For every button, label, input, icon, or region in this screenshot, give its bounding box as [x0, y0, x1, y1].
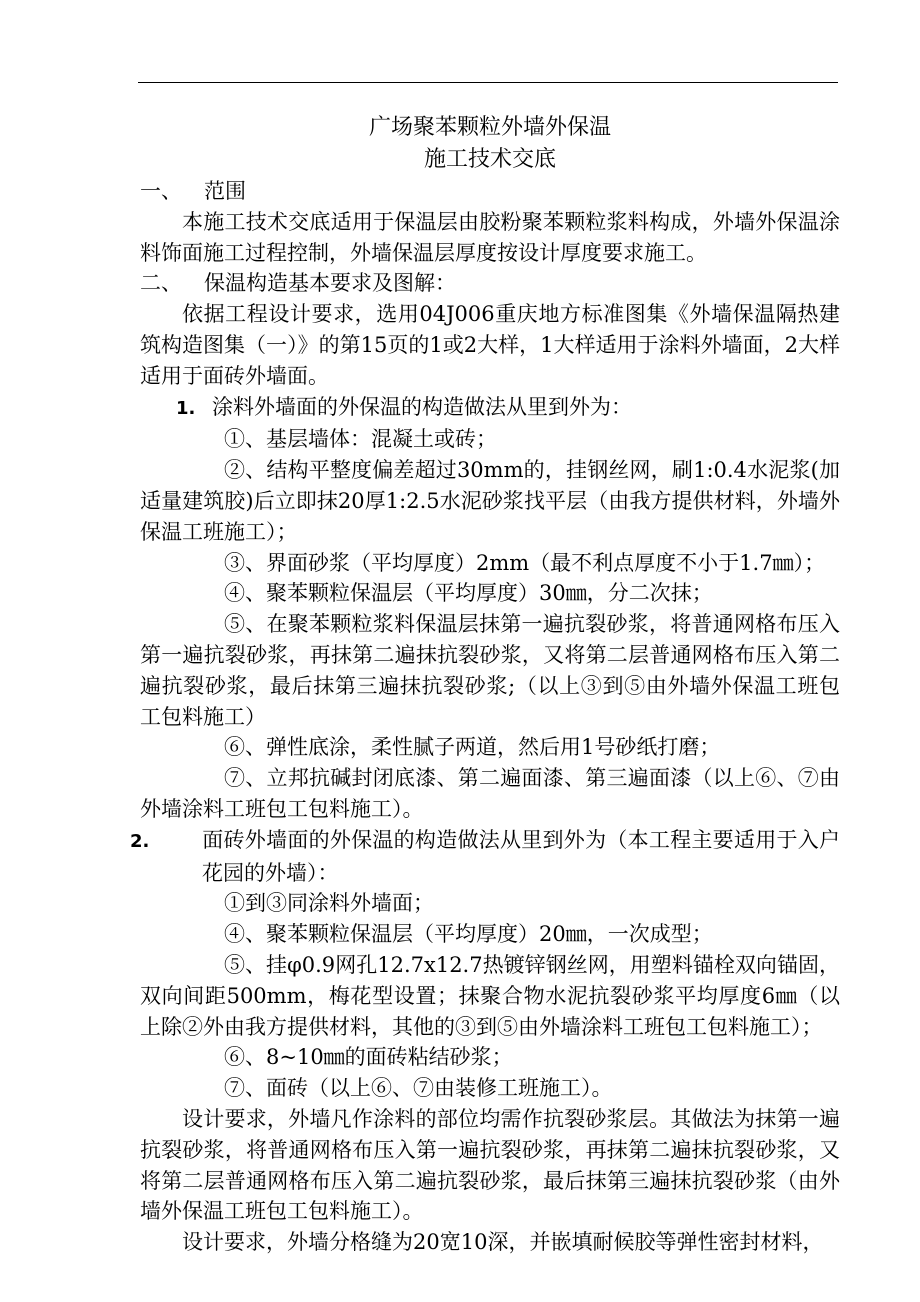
item-2-step: ⑦、面砖（以上⑥、⑦由装修工班施工）。	[224, 1076, 613, 1101]
document-body	[130, 112, 840, 1258]
item-1-step: ④、聚苯颗粒保温层（平均厚度）30㎜，分二次抹；	[224, 581, 713, 606]
item-1-step: ③、界面砂浆（平均厚度）2mm（最不利点厚度不小于1.7㎜）；	[224, 550, 826, 575]
item-2-step: ⑤、挂φ0.9网孔12.7x12.7热镀锌钢丝网，用塑料锚栓双向锚固，双向间距500mm，梅花型设置；抹聚合物水泥抗裂砂浆平均厚度6㎜（以上除②外由我方提供材料，其他的③到⑤由外墙涂料工班包工包料施工）；	[140, 952, 840, 1039]
item-1-step: ⑦、立邦抗碱封闭底漆、第二遍面漆、第三遍面漆（以上⑥、⑦由外墙涂料工班包工包料施工）。	[140, 766, 840, 821]
paragraph-design-requirement-2: 设计要求，外墙分格缝为20宽10深，并嵌填耐候胶等弹性密封材料，	[182, 1230, 824, 1255]
paragraph-design-requirement-1: 设计要求，外墙凡作涂料的部位均需作抗裂砂浆层。其做法为抹第一遍抗裂砂浆，将普通网格布压入第一遍抗裂砂浆，再抹第二遍抹抗裂砂浆，又将第二层普通网格布压入第二遍抗裂砂浆，最后抹第三遍抹抗裂砂浆（由外墙外保温工班包工包料施工）。	[140, 1106, 840, 1224]
item-2-step: ④、聚苯颗粒保温层（平均厚度）20㎜，一次成型；	[224, 922, 713, 947]
item-2-text: 面砖外墙面的外保温的构造做法从里到外为（本工程主要适用于入户花园的外墙）：	[202, 827, 840, 885]
item-1-heading	[140, 392, 840, 425]
doc-title-line2: 施工技术交底	[423, 147, 556, 172]
item-2-heading	[130, 825, 840, 889]
item-1-step: ⑤、在聚苯颗粒浆料保温层抹第一遍抗裂砂浆，将普通网格布压入第一遍抗裂砂浆，再抹第二遍抹抗裂砂浆，又将第二层普通网格布压入第二遍抗裂砂浆，最后抹第三遍抹抗裂砂浆;（以上③到⑤由外墙外保温工班包工包料施工）	[140, 612, 840, 729]
section-2-title: 保温构造基本要求及图解：	[204, 271, 456, 296]
section-2-number: 二、	[140, 271, 182, 296]
item-1-step: ②、结构平整度偏差超过30mm的，挂钢丝网，刷1:0.4水泥浆(加适量建筑胶)后立即抹20厚1:2.5水泥砂浆找平层（由我方提供材料，外墙外保温工班施工）；	[140, 458, 840, 544]
section-1-body: 本施工技术交底适用于保温层由胶粉聚苯颗粒浆料构成，外墙外保温涂料饰面施工过程控制，外墙保温层厚度按设计厚度要求施工。	[140, 209, 840, 265]
section-1-number: 一、	[140, 179, 182, 203]
section-1-title: 范围	[204, 179, 246, 203]
item-1-number: 1.	[176, 397, 196, 419]
item-2-number: 2.	[130, 830, 150, 852]
item-1-step: ①、基层墙体：混凝土或砖；	[224, 427, 497, 452]
item-1-text: 涂料外墙面的外保温的构造做法从里到外为：	[212, 394, 632, 419]
item-2-step: ①到③同涂料外墙面；	[224, 891, 434, 916]
header-rule	[138, 82, 838, 83]
doc-title-line1: 广场聚苯颗粒外墙外保温	[368, 115, 611, 140]
section-2-body: 依据工程设计要求，选用04J006重庆地方标准图集《外墙保温隔热建筑构造图集（一）》的第15页的1或2大样，1大样适用于涂料外墙面，2大样适用于面砖外墙面。	[140, 302, 840, 388]
section-1-heading	[140, 176, 840, 207]
section-2-heading	[140, 268, 840, 299]
item-2-step: ⑥、8~10㎜的面砖粘结砂浆；	[224, 1045, 513, 1070]
item-1-step: ⑥、弹性底涂，柔性腻子两道，然后用1号砂纸打磨；	[224, 735, 721, 760]
